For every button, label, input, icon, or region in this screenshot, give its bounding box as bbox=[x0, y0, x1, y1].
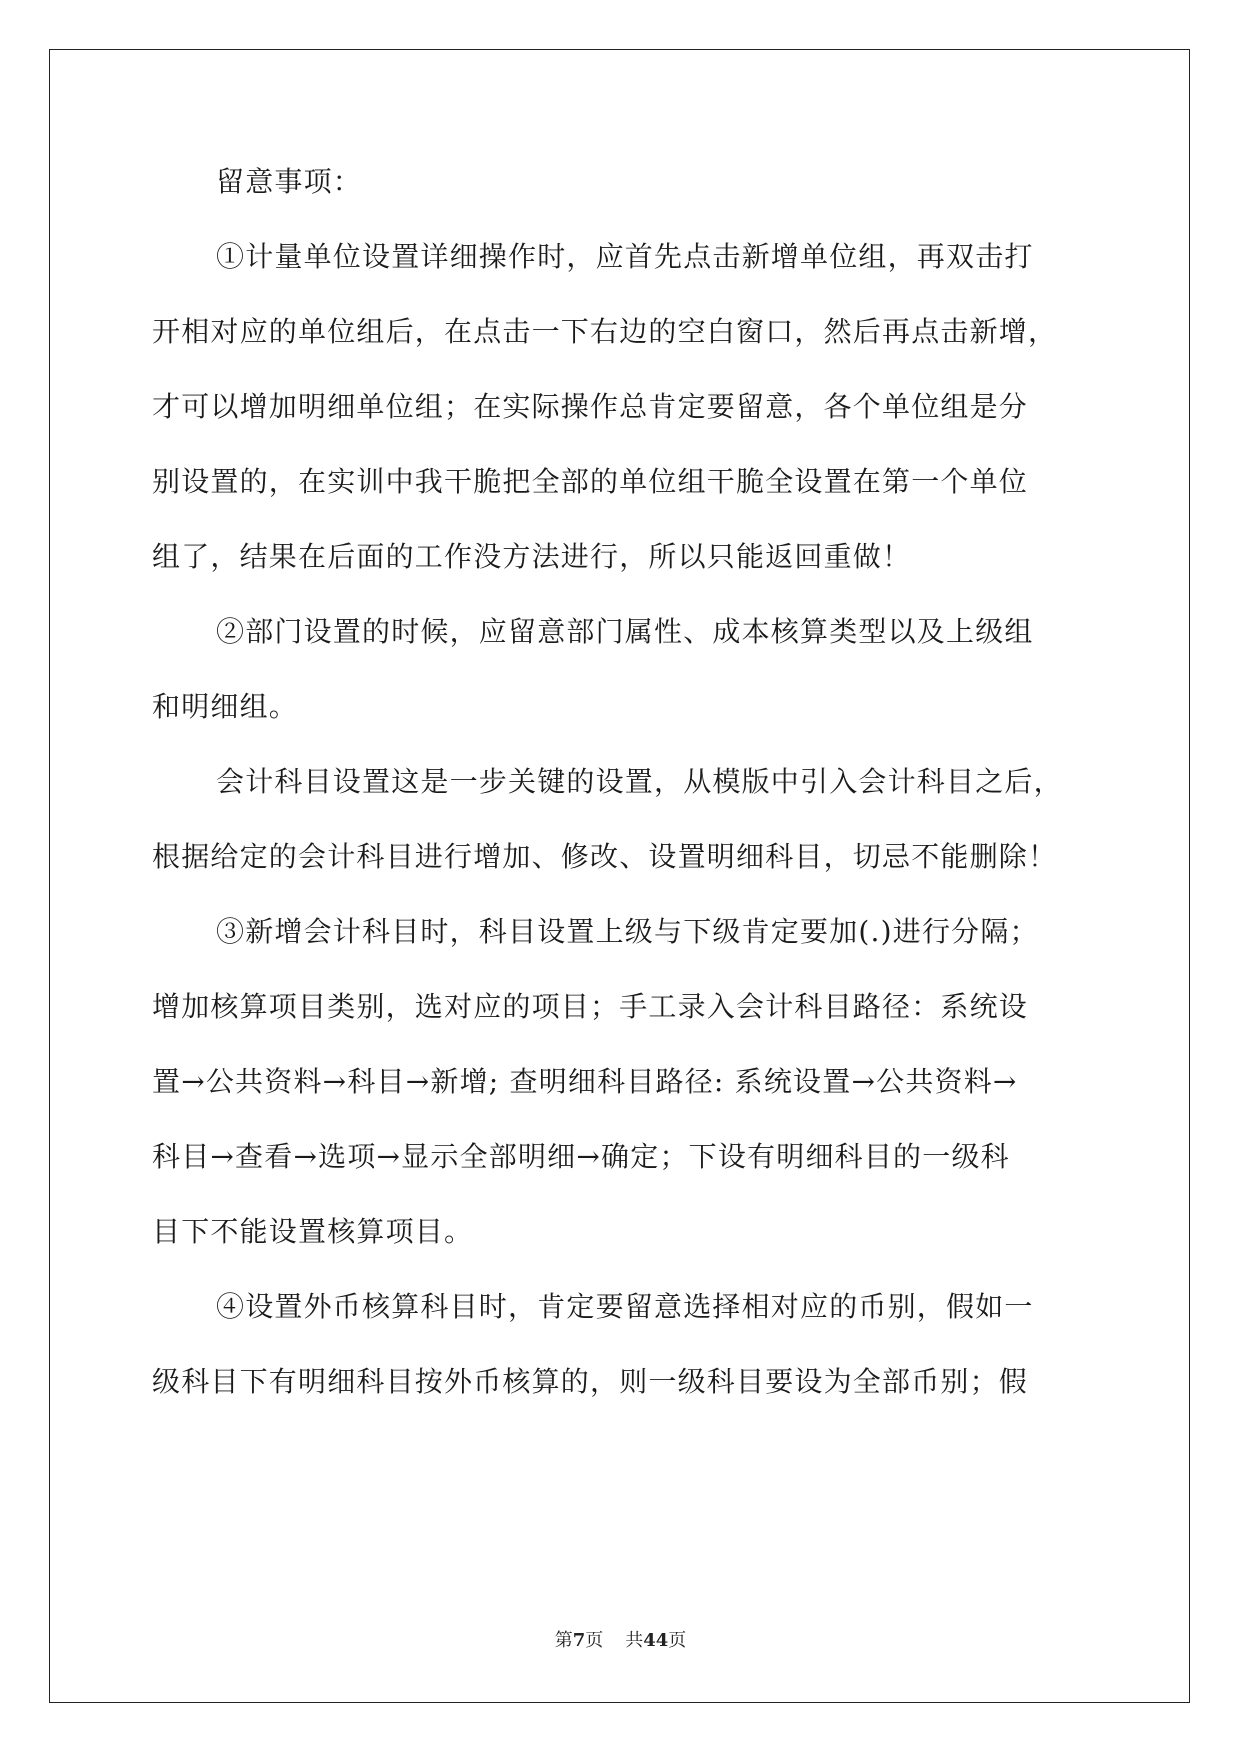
page-footer bbox=[0, 1630, 1241, 1652]
page-label-prefix: 第 bbox=[554, 1630, 573, 1651]
total-label-suffix: 页 bbox=[668, 1630, 687, 1651]
text-line: 和明细组。 bbox=[152, 690, 299, 723]
text-line: 科目→查看→选项→显示全部明细→确定；下设有明细科目的一级科 bbox=[152, 1140, 1010, 1173]
page-number: 7 bbox=[572, 1630, 586, 1651]
text-line: ③新增会计科目时，科目设置上级与下级肯定要加(.)进行分隔； bbox=[216, 915, 1039, 948]
text-line: ①计量单位设置详细操作时，应首先点击新增单位组，再双击打 bbox=[216, 240, 1034, 273]
text-line: 才可以增加明细单位组；在实际操作总肯定要留意，各个单位组是分 bbox=[152, 390, 1029, 423]
total-label-prefix: 共 bbox=[625, 1630, 644, 1651]
text-line: 组了，结果在后面的工作没方法进行，所以只能返回重做！ bbox=[152, 540, 912, 573]
text-line: 会计科目设置这是一步关键的设置，从模版中引入会计科目之后， bbox=[216, 765, 1063, 798]
text-line: 目下不能设置核算项目。 bbox=[152, 1215, 474, 1248]
text-line: 置→公共资料→科目→新增; 查明细科目路径: 系统设置→公共资料→ bbox=[152, 1065, 1018, 1098]
text-line: 增加核算项目类别，选对应的项目；手工录入会计科目路径：系统设 bbox=[152, 990, 1029, 1023]
text-line: ④设置外币核算科目时，肯定要留意选择相对应的币别，假如一 bbox=[216, 1290, 1034, 1323]
page-label-suffix: 页 bbox=[585, 1630, 604, 1651]
text-line: 开相对应的单位组后，在点击一下右边的空白窗口，然后再点击新增， bbox=[152, 315, 1058, 348]
total-pages: 44 bbox=[643, 1630, 669, 1651]
text-line: 留意事项： bbox=[216, 165, 363, 198]
document-body bbox=[152, 166, 1090, 1441]
text-line: 别设置的，在实训中我干脆把全部的单位组干脆全设置在第一个单位 bbox=[152, 465, 1029, 498]
text-line: ②部门设置的时候，应留意部门属性、成本核算类型以及上级组 bbox=[216, 615, 1034, 648]
text-line: 级科目下有明细科目按外币核算的，则一级科目要设为全部币别；假 bbox=[152, 1365, 1029, 1398]
text-line: 根据给定的会计科目进行增加、修改、设置明细科目，切忌不能删除！ bbox=[152, 840, 1058, 873]
